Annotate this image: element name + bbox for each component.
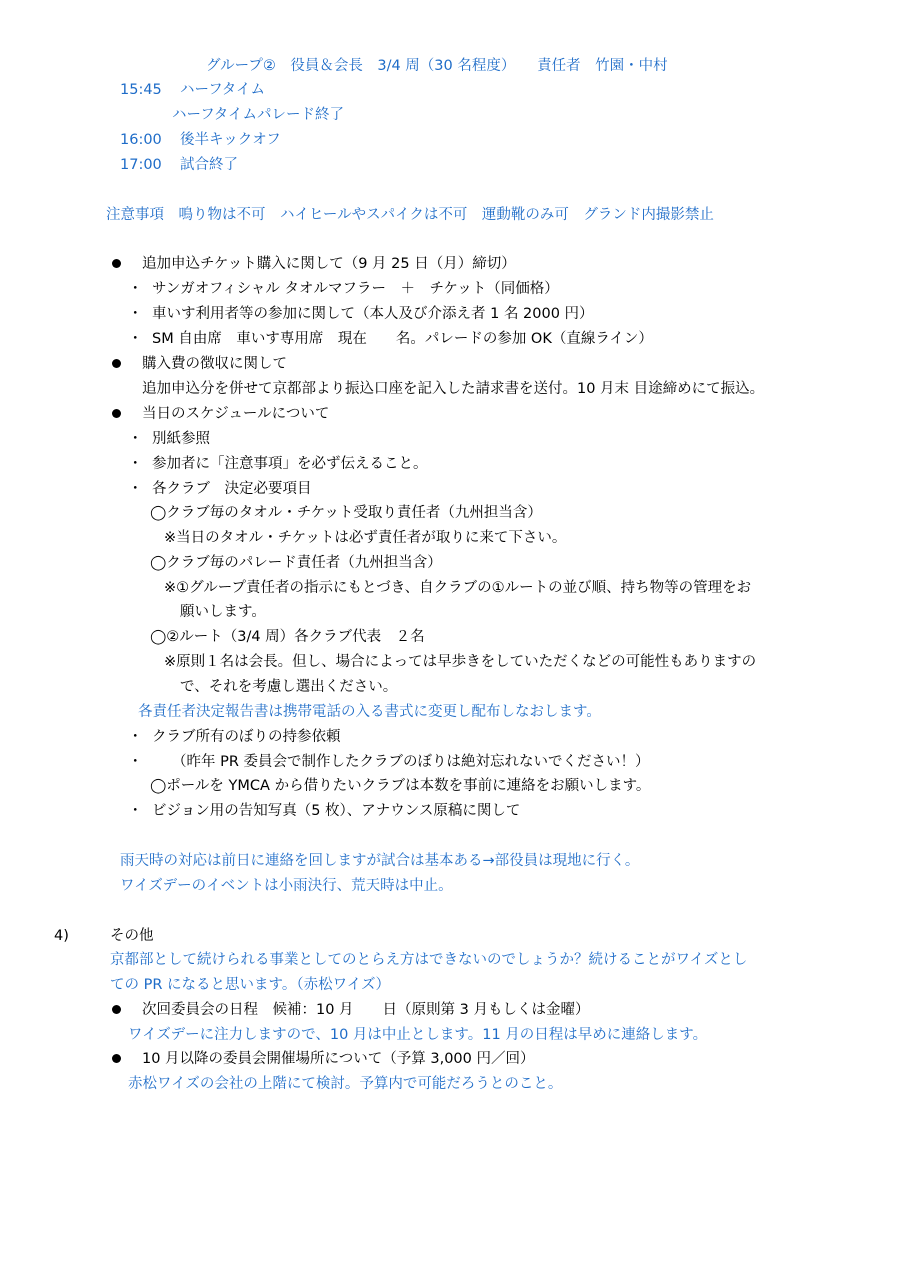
sub-item: ◯クラブ毎のタオル・チケット受取り責任者（九州担当含） [150,505,542,521]
other-item: 10 月以降の委員会開催場所について（予算 3,000 円／回） [142,1051,535,1067]
sub-note: ※①グループ責任者の指示にもとづき、自クラブの①ルートの並び順、持ち物等の管理をお [164,580,752,596]
caution-line: 注意事項 鳴り物は不可 ハイヒールやスパイクは不可 運動靴のみ可 グランド内撮影禁止 [106,207,714,223]
section-title-other: その他 [110,928,154,944]
section-title-tickets: 追加申込チケット購入に関して（9 月 25 日（月）締切） [142,256,516,272]
other-item-note: 赤松ワイズの会社の上階にて検討。予算内で可能だろうとのこと。 [128,1076,563,1092]
schedule-text: 後半キックオフ [180,132,281,148]
schedule-text: ハーフタイム [180,82,265,98]
middot-icon: ・ [128,331,143,347]
sub-item: ◯ポールを YMCA から借りたいクラブは本数を事前に連絡をお願いします。 [150,778,651,794]
ticket-item: サンガオフィシャル タオルマフラー ＋ チケット（同価格） [152,281,559,297]
blue-note: 各責任者決定報告書は携帯電話の入る書式に変更し配布しなおします。 [138,704,601,720]
sub-item: ◯②ルート（3/4 周）各クラブ代表 ２名 [150,629,425,645]
day-item: （昨年 PR 委員会で制作したクラブのぼりは絶対忘れないでください！） [172,754,650,770]
day-item: 各クラブ 決定必要項目 [152,481,312,497]
section-number: 4) [54,928,69,944]
bullet-icon [112,1054,121,1063]
schedule-time: 17:00 [120,157,162,173]
ticket-item: SM 自由席 車いす専用席 現在 名。パレードの参加 OK（直線ライン） [152,331,653,347]
bullet-icon [112,259,121,268]
section-title-day: 当日のスケジュールについて [142,406,330,422]
group-line: グループ② 役員＆会長 3/4 周（30 名程度） 責任者 竹園・中村 [206,58,668,74]
schedule-time: 15:45 [120,82,162,98]
middot-icon: ・ [128,803,143,819]
day-item: 参加者に「注意事項」を必ず伝えること。 [152,456,428,472]
sub-note: で、それを考慮し選出ください。 [180,679,398,695]
sub-note: ※当日のタオル・チケットは必ず責任者が取りに来て下さい。 [164,530,567,546]
sub-item: ◯クラブ毎のパレード責任者（九州担当含） [150,555,442,571]
day-item: 別紙参照 [152,431,210,447]
middot-icon: ・ [128,431,143,447]
rain-note: 雨天時の対応は前日に連絡を回しますが試合は基本ある→部役員は現地に行く。 [120,853,640,869]
bullet-icon [112,409,121,418]
middot-icon: ・ [128,456,143,472]
bullet-icon [112,359,121,368]
section-title-fee: 購入費の徴収に関して [142,356,287,372]
other-item: 次回委員会の日程 候補：10 月 日（原則第 3 月もしくは金曜） [142,1002,590,1018]
ticket-item: 車いす利用者等の参加に関して（本人及び介添え者 1 名 2000 円） [152,306,594,322]
day-item: クラブ所有のぼりの持参依頼 [152,729,341,745]
sub-note: ※原則１名は会長。但し、場合によっては早歩きをしていただくなどの可能性もありますの [164,654,757,670]
rain-note: ワイズデーのイベントは小雨決行、荒天時は中止。 [120,878,453,894]
blue-paragraph: 京都部として続けられる事業としてのとらえ方はできないのでしょうか？続けることがワイズとし [110,952,748,968]
blue-paragraph: ての PR になると思います。（赤松ワイズ） [110,977,391,993]
day-item: ビジョン用の告知写真（5 枚）、アナウンス原稿に関して [152,803,521,819]
middot-icon: ・ [128,481,143,497]
middot-icon: ・ [128,754,143,770]
schedule-text: 試合終了 [180,157,238,173]
schedule-text: ハーフタイムパレード終了 [172,107,344,123]
other-item-note: ワイズデーに注力しますので、10 月は中止とします。11 月の日程は早めに連絡します。 [128,1027,708,1043]
bullet-icon [112,1005,121,1014]
middot-icon: ・ [128,281,143,297]
schedule-time: 16:00 [120,132,162,148]
fee-body: 追加申込分を併せて京都部より振込口座を記入した請求書を送付。10 月末 目途締めにて振込。 [142,381,765,397]
middot-icon: ・ [128,729,143,745]
middot-icon: ・ [128,306,143,322]
sub-note: 願いします。 [180,604,266,620]
